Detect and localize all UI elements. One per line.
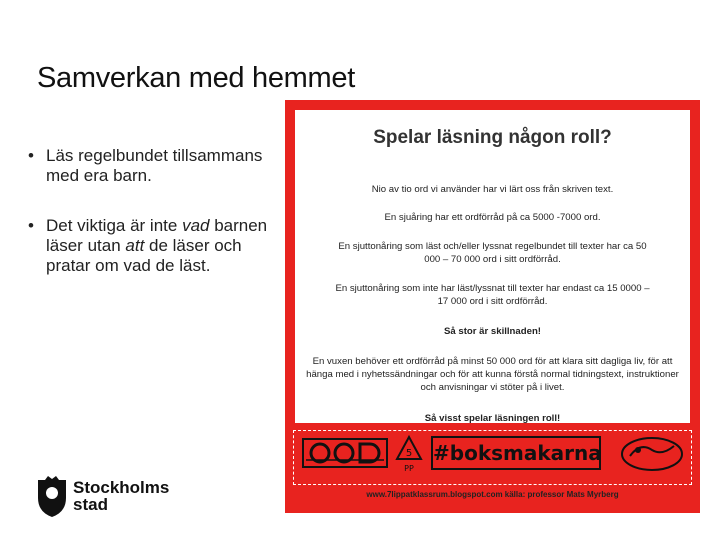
- bullet-list: [28, 146, 290, 306]
- poster-paragraph: En sjuttonåring som inte har läst/lyssnat till texter har endast ca 15 0000 – 17 000 ord i sitt ordförråd.: [335, 283, 650, 307]
- poster-title: Spelar läsning någon roll?: [373, 127, 612, 148]
- bullet-text: Läs regelbundet tillsammans med era barn.: [46, 146, 263, 185]
- credit-line: www.7lippatklassrum.blogspot.com källa: professor Mats Myrberg: [366, 490, 619, 499]
- bullet-item: [28, 216, 290, 276]
- poster-paragraph: En sjuttonåring som läst och/eller lyssnat regelbundet till texter har ca 50 000 – 70 000 ord i sitt ordförråd.: [338, 241, 647, 265]
- character-logo-icon: [618, 434, 686, 474]
- svg-text:PP: PP: [404, 464, 414, 473]
- bullet-dot: •: [28, 146, 34, 165]
- hashtag-label: #boksmakarna: [431, 436, 601, 470]
- poster-paragraph: Nio av tio ord vi använder har vi lärt oss från skriven text.: [371, 184, 614, 195]
- poster-paragraph: Så visst spelar läsningen roll!: [424, 413, 561, 424]
- bullet-text: Det viktiga är inte vad barnen läser utan att de läser och pratar om vad de läst.: [46, 216, 268, 275]
- svg-text:5: 5: [405, 448, 413, 459]
- poster-paragraph: En vuxen behöver ett ordförråd på minst 50 000 ord för att klara sitt dagliga liv, för att hänga med i nyhetssändningar och för att kunna förstå normal tidningstext, instruktioner och anvisningar vi stöter på i livet.: [306, 356, 679, 393]
- brand-logo-icon: [302, 438, 388, 468]
- city-name: Stockholms stad: [73, 478, 170, 514]
- crest-icon: [36, 476, 68, 518]
- stockholms-stad-logo: [36, 476, 196, 520]
- poster-paragraph: En sjuåring har ett ordförråd på ca 5000 -7000 ord.: [384, 212, 601, 223]
- reading-poster: [285, 100, 700, 513]
- poster-footer: [293, 430, 692, 499]
- poster-paragraph: Så stor är skillnaden!: [443, 326, 542, 337]
- bullet-dot: •: [28, 216, 34, 235]
- slide-title: Samverkan med hemmet: [37, 62, 355, 94]
- recycle-icon: [395, 434, 423, 474]
- poster-body: [295, 110, 690, 423]
- bullet-item: [28, 146, 290, 186]
